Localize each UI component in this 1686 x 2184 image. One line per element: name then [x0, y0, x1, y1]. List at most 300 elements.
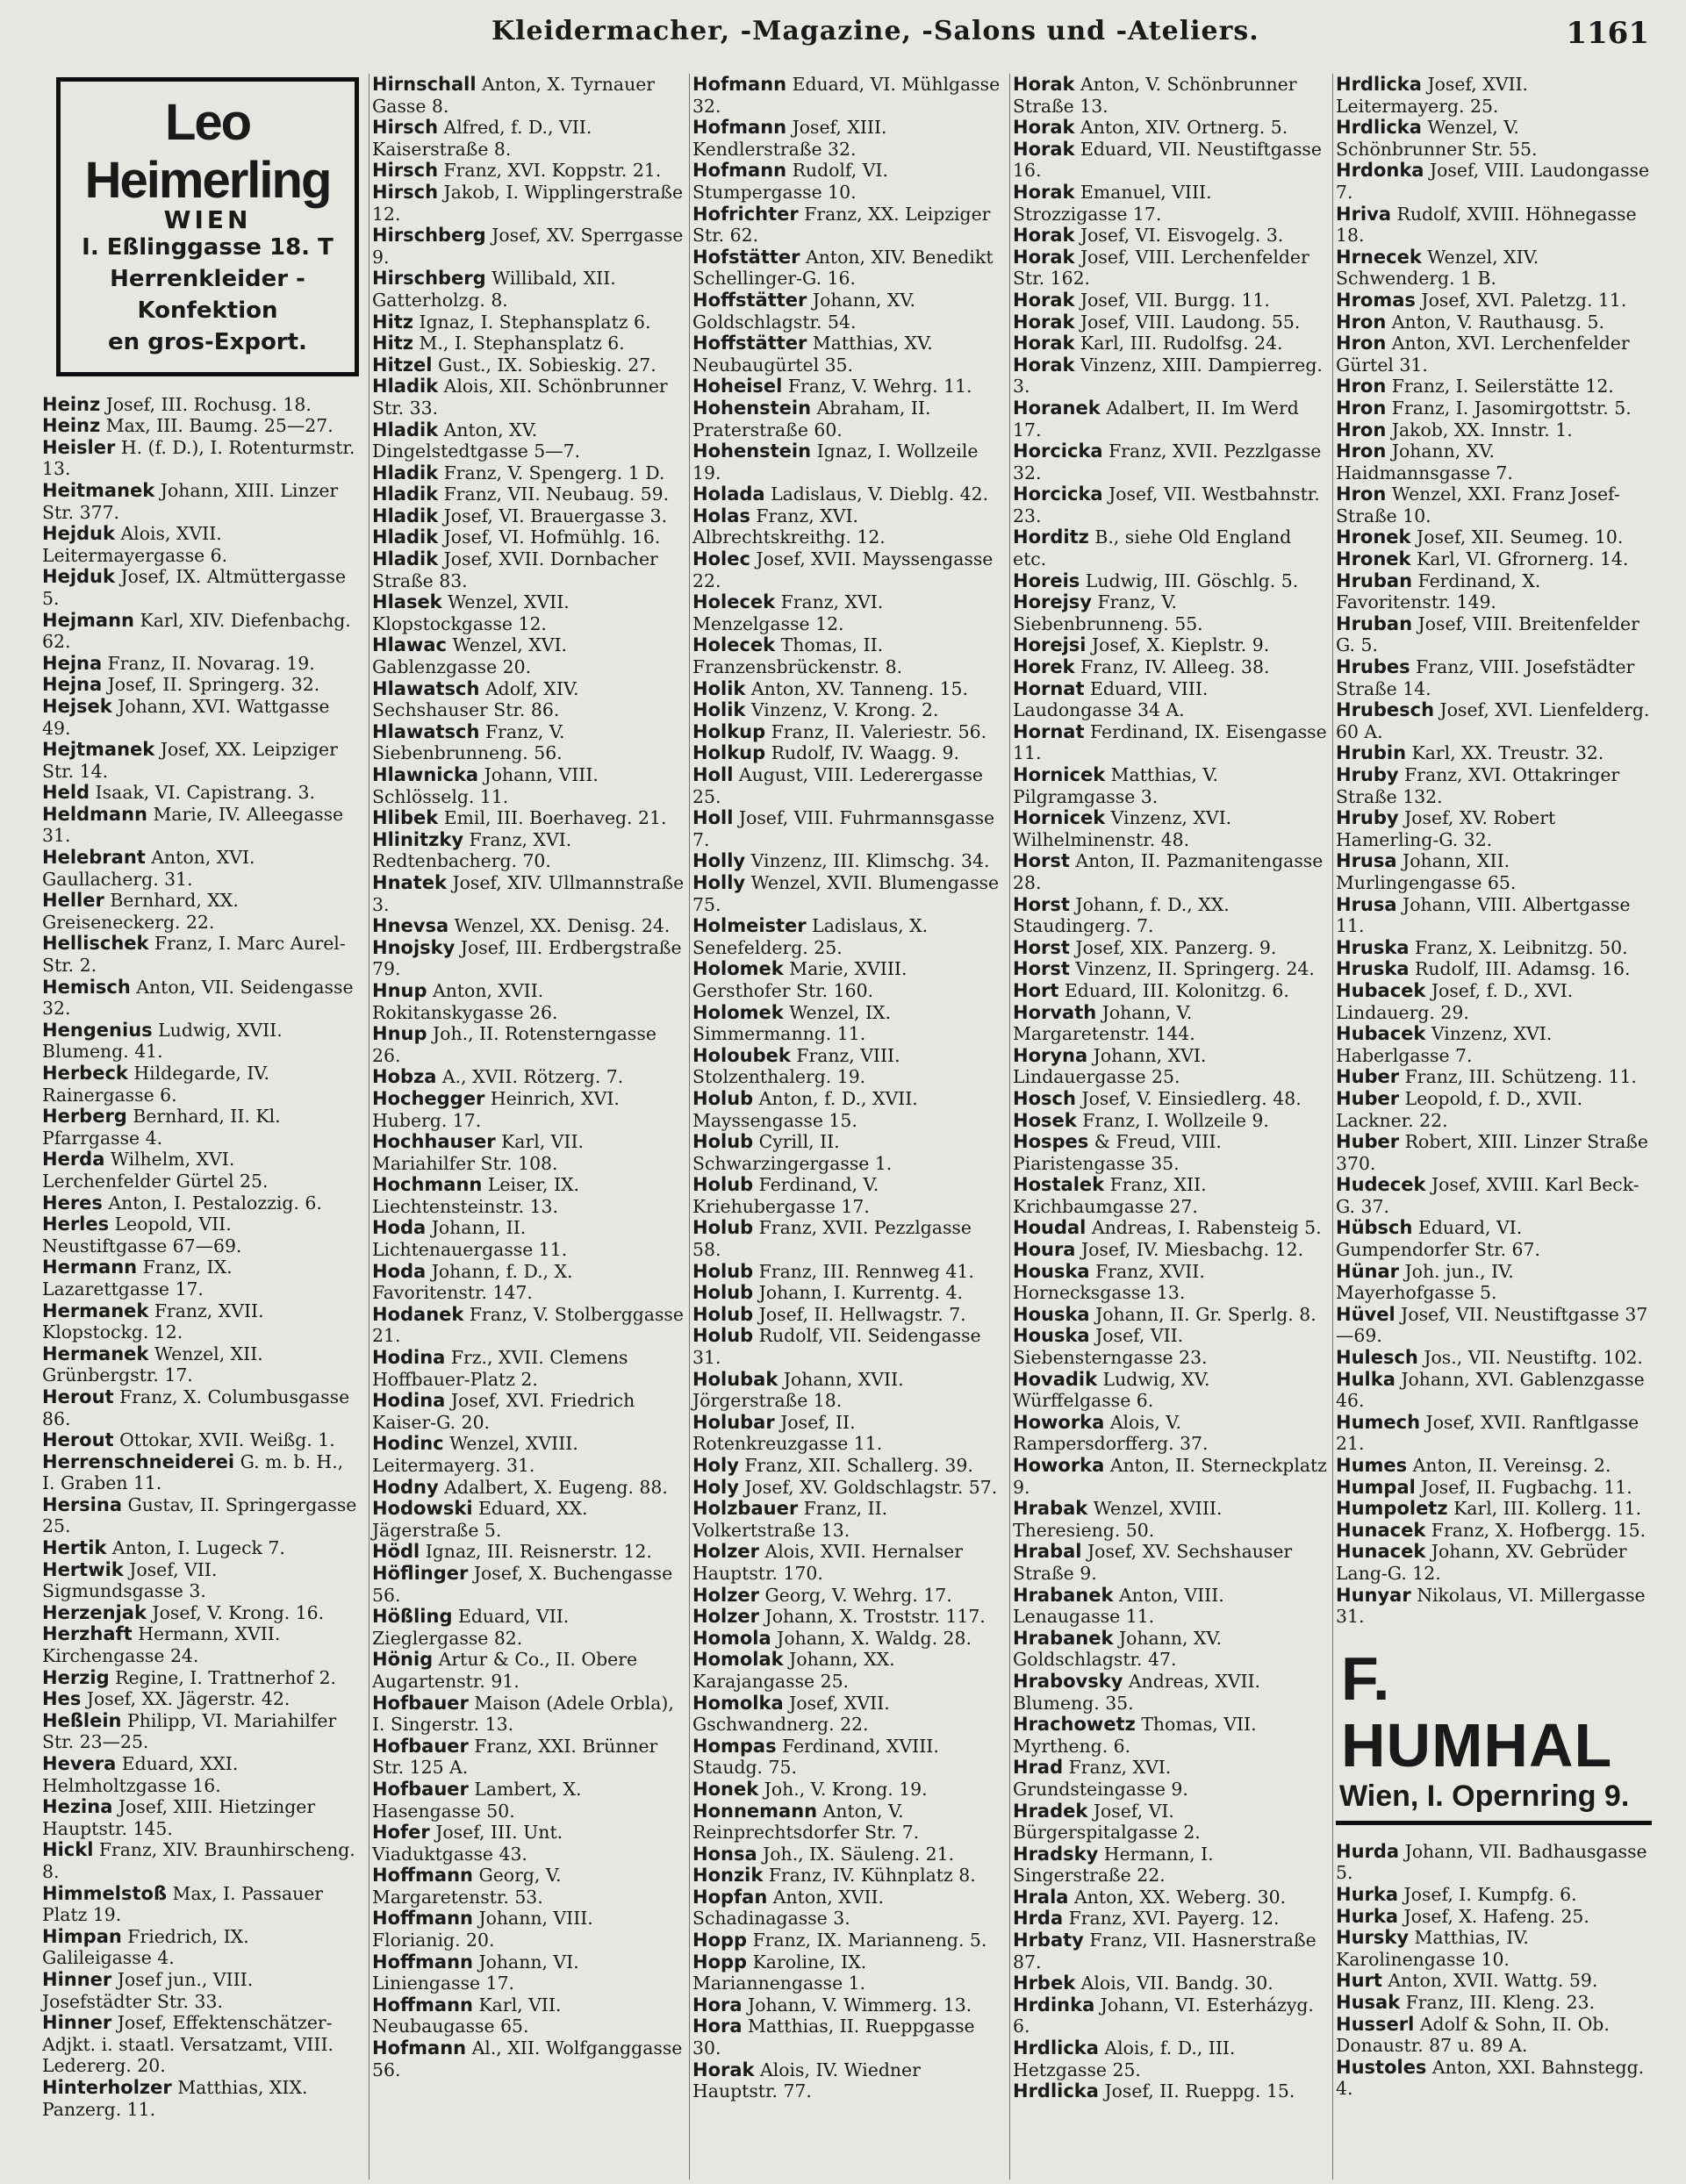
entry-details: Johann, XVI. Wattgasse 49.: [42, 695, 330, 739]
entry-details: Franz, VIII. Stolzenthalerg. 19.: [692, 1044, 900, 1088]
directory-entry: [692, 1994, 1005, 2016]
entry-name: Horak: [1013, 333, 1075, 354]
directory-entry: [1336, 2014, 1652, 2057]
directory-entry: [692, 1606, 1005, 1628]
entry-name: Hüvel: [1336, 1303, 1395, 1325]
entry-details: Josef, II. Rueppg. 15.: [1104, 2080, 1295, 2102]
entry-name: Holik: [692, 677, 746, 699]
directory-entry: [692, 872, 1005, 915]
entry-name: Herout: [42, 1386, 114, 1407]
entry-name: Hopfan: [692, 1886, 768, 1908]
directory-entry: [692, 850, 1005, 872]
entry-name: Hrabak: [1013, 1498, 1088, 1520]
entry-name: Hovadik: [1013, 1368, 1098, 1390]
directory-entry: [372, 1498, 685, 1541]
entry-details: Johann, II. Lichtenauergasse 11.: [372, 1217, 568, 1261]
entry-name: Himmelstoß: [42, 1882, 168, 1904]
entry-details: Franz, XVII. Hornecksgasse 13.: [1013, 1260, 1205, 1304]
directory-entry: [42, 1753, 358, 1796]
entry-name: Herrenschneiderei: [42, 1450, 235, 1472]
entry-details: Franz, XVI. Menzelgasse 12.: [692, 591, 884, 634]
directory-entry: [1013, 1671, 1327, 1714]
entry-name: Hitz: [372, 311, 414, 333]
directory-entry: [1013, 247, 1327, 290]
entry-name: Heldmann: [42, 803, 148, 825]
entry-details: Gustav, II. Springergasse 25.: [42, 1493, 357, 1537]
directory-entry: [1336, 483, 1652, 526]
entry-details: Josef, XV. Robert Hamerling-G. 32.: [1336, 807, 1556, 850]
directory-entry: [692, 1649, 1005, 1692]
entry-name: Hosek: [1013, 1109, 1077, 1131]
entry-details: Bernhard, XX. Greiseneckerg. 22.: [42, 890, 239, 933]
entry-name: Hönig: [372, 1649, 434, 1671]
entry-details: Anton, XVII. Wattg. 59.: [1388, 1970, 1598, 1992]
directory-entry: [42, 1839, 358, 1882]
entry-name: Hochmann: [372, 1174, 483, 1196]
entry-details: Regine, I. Trattnerhof 2.: [115, 1666, 337, 1688]
directory-entry: [42, 1537, 358, 1559]
entry-name: Hrbek: [1013, 1973, 1076, 1994]
directory-entry: [1013, 2037, 1327, 2080]
entry-details: Wenzel, XX. Denisg. 24.: [454, 915, 671, 937]
entry-details: Eduard, VI. Gumpendorfer Str. 67.: [1336, 1217, 1540, 1261]
directory-entry: [42, 1710, 358, 1753]
directory-entry: [1336, 980, 1652, 1023]
entry-name: Hurka: [1336, 1905, 1399, 1927]
entry-details: Wenzel, XVI. Gablenzgasse 20.: [372, 634, 568, 678]
directory-entry: [692, 247, 1005, 290]
directory-entry: [1013, 1412, 1327, 1455]
directory-entry: [1013, 1369, 1327, 1412]
entry-details: Josef, XV. Sperrgasse 9.: [372, 225, 684, 268]
directory-entry: [1336, 850, 1652, 893]
entry-name: Hlawatsch: [372, 720, 480, 742]
entry-name: Hruska: [1336, 936, 1410, 958]
entry-details: Franz, V. Siebenbrunneng. 55.: [1013, 591, 1203, 634]
directory-entry: [1013, 397, 1327, 440]
entry-name: Heres: [42, 1192, 103, 1214]
entry-name: Hoffstätter: [692, 333, 807, 354]
directory-entry: [42, 1149, 358, 1192]
entry-details: Josef, XX. Leipziger Str. 14.: [42, 739, 338, 782]
directory-entry: [1336, 699, 1652, 742]
entry-details: Robert, XIII. Linzer Straße 370.: [1336, 1131, 1648, 1174]
entry-name: Hladik: [372, 376, 439, 397]
directory-entry: [372, 1390, 685, 1433]
entry-name: Heisler: [42, 436, 116, 458]
entry-details: Ferdinand, X. Favoritenstr. 149.: [1336, 569, 1541, 613]
entry-details: Anton, VII. Seidengasse 32.: [42, 976, 354, 1020]
entry-name: Hertwik: [42, 1558, 124, 1580]
entry-details: Franz, V. Stolberggasse 21.: [372, 1303, 684, 1347]
entry-details: Franz, II. Valeriestr. 56.: [771, 720, 987, 742]
entry-name: Horst: [1013, 958, 1070, 980]
entry-details: Eduard, VII. Zieglergasse 82.: [372, 1606, 570, 1649]
directory-entry: [1013, 290, 1327, 311]
entry-name: Hersina: [42, 1493, 122, 1515]
directory-entry: [1336, 1304, 1652, 1347]
entry-name: Holomek: [692, 1001, 784, 1023]
entry-details: Anton, XVI. Gaullacherg. 31.: [42, 847, 255, 890]
directory-entry: [692, 1131, 1005, 1174]
entry-details: Josef, XV. Goldschlagstr. 57.: [744, 1476, 998, 1498]
entry-details: Franz, III. Rennweg 41.: [758, 1260, 974, 1282]
entry-details: Josef, VIII. Laudong. 55.: [1080, 311, 1301, 333]
entry-details: Eduard, XX. Jägerstraße 5.: [372, 1498, 588, 1541]
directory-entry: [1013, 1541, 1327, 1584]
entry-details: Josef, I. Kumpfg. 6.: [1403, 1883, 1577, 1905]
directory-entry: [1013, 333, 1327, 354]
entry-details: Johann, XV. Goldschlagstr. 54.: [692, 289, 916, 333]
directory-entry: [1013, 1045, 1327, 1088]
directory-entry: [1336, 1131, 1652, 1174]
entry-name: Honnemann: [692, 1800, 818, 1822]
entry-details: Lambert, X. Hasengasse 50.: [372, 1778, 582, 1822]
entry-details: Josef, XVII. Mayssengasse 22.: [692, 548, 994, 591]
entry-name: Horak: [1013, 117, 1075, 139]
entry-name: Horejsy: [1013, 591, 1092, 613]
directory-entry: [1013, 1304, 1327, 1326]
entry-details: Leopold, f. D., XVII. Lackner. 22.: [1336, 1087, 1583, 1131]
entry-details: Vinzenz, XVI. Haberlgasse 7.: [1336, 1023, 1553, 1066]
directory-entry: [42, 1386, 358, 1429]
entry-name: Hradsky: [1013, 1843, 1099, 1865]
directory-entry: [42, 1623, 358, 1666]
advertisement-humhal: [1336, 1645, 1652, 1825]
entry-name: Hochhauser: [372, 1131, 496, 1153]
entry-name: Hobza: [372, 1066, 437, 1088]
entry-details: Bernhard, II. Kl. Pfarrgasse 4.: [42, 1106, 281, 1149]
entry-details: Franz, XVI. Albrechtskreithg. 12.: [692, 505, 886, 548]
directory-entry: [692, 1325, 1005, 1368]
entry-details: Franz, XVI. Payerg. 12.: [1068, 1908, 1280, 1930]
ad-address: Wien, I. Opernring 9.: [1336, 1779, 1652, 1825]
directory-column-5: [1336, 74, 1652, 2100]
directory-column-3: [692, 74, 1005, 2102]
entry-details: Franz, II. Novarag. 19.: [107, 652, 315, 674]
entry-details: Wenzel, XIV. Schwenderg. 1 B.: [1336, 246, 1539, 290]
directory-entry: [1013, 117, 1327, 139]
column-divider: [689, 74, 690, 2180]
ad-city: WIEN: [163, 205, 252, 234]
entry-name: Hladik: [372, 526, 439, 548]
entry-name: Holec: [692, 548, 750, 570]
entry-name: Hrala: [1013, 1886, 1069, 1908]
entry-name: Hirnschall: [372, 74, 477, 95]
entry-details: Johann, II. Gr. Sperlg. 8.: [1095, 1303, 1317, 1325]
entry-details: Josef, VIII. Lerchenfelder Str. 162.: [1013, 246, 1309, 290]
directory-entry: [1336, 1585, 1652, 1628]
directory-entry: [1013, 139, 1327, 182]
directory-entry: [42, 653, 358, 675]
directory-entry: [42, 1192, 358, 1214]
entry-details: Josef, VIII. Fuhrmannsgasse 7.: [692, 807, 995, 850]
entry-details: Josef, VI. Eisvogelg. 3.: [1080, 225, 1284, 247]
entry-name: Huber: [1336, 1066, 1400, 1088]
entry-details: August, VIII. Lederergasse 25.: [692, 764, 983, 807]
entry-details: Josef, II. Rotenkreuzgasse 11.: [692, 1411, 883, 1455]
directory-entry: [372, 1174, 685, 1217]
directory-entry: [42, 1494, 358, 1537]
directory-entry: [42, 1559, 358, 1602]
entry-details: A., XVII. Rötzerg. 7.: [441, 1066, 624, 1088]
entry-details: Ludwig, XV. Würffelgasse 6.: [1013, 1368, 1210, 1412]
ad-line: Herrenkleider - Konfektion: [110, 265, 305, 324]
entry-details: Abraham, II. Praterstraße 60.: [692, 397, 931, 440]
entry-details: Johann, XV. Haidmannsgasse 7.: [1336, 440, 1513, 483]
entry-details: Ottokar, XVII. Weißg. 1.: [119, 1429, 335, 1451]
directory-entry: [1336, 894, 1652, 937]
entry-name: Hladik: [372, 505, 439, 526]
entry-name: Hursky: [1336, 1927, 1410, 1949]
entry-details: Vinzenz, II. Springerg. 24.: [1075, 958, 1315, 980]
entry-details: Franz, I. Wollzeile 9.: [1082, 1109, 1269, 1131]
directory-entry: [692, 1498, 1005, 1541]
directory-entry: [372, 74, 685, 117]
entry-name: Huber: [1336, 1087, 1400, 1109]
directory-entry: [1336, 742, 1652, 764]
directory-entry: [1336, 204, 1652, 247]
entry-details: Franz, X. Hofbergg. 15.: [1431, 1519, 1647, 1541]
entry-details: Franz, XX. Leipziger Str. 62.: [692, 203, 991, 247]
directory-entry: [1013, 980, 1327, 1002]
directory-entry: [372, 1131, 685, 1174]
entry-name: Horak: [1013, 138, 1075, 160]
entry-name: Herda: [42, 1149, 105, 1171]
directory-entry: [1013, 74, 1327, 117]
entry-details: Karl, III. Rudolfsg. 24.: [1080, 333, 1283, 354]
entry-name: Hejtmanek: [42, 739, 155, 761]
entry-details: Wenzel, IX. Simmermanng. 11.: [692, 1001, 892, 1045]
entry-name: Holly: [692, 850, 746, 872]
entry-name: Hofmann: [372, 2037, 467, 2059]
entry-name: Heinz: [42, 415, 101, 437]
entry-name: Hubacek: [1336, 1023, 1426, 1045]
entry-details: Ludwig, XVII. Blumeng. 41.: [42, 1019, 283, 1063]
entry-name: Hunacek: [1336, 1541, 1426, 1563]
entry-details: Jakob, XX. Innstr. 1.: [1391, 419, 1573, 440]
entry-name: Hron: [1336, 483, 1387, 505]
entry-details: Isaak, VI. Capistrang. 3.: [95, 782, 315, 804]
entry-details: & Freud, VIII. Piaristengasse 35.: [1013, 1131, 1222, 1174]
entry-details: Adolf, XIV. Sechshauser Str. 86.: [372, 677, 579, 721]
entry-details: Josef, VI. Bürgerspitalgasse 2.: [1013, 1800, 1201, 1844]
entry-name: Horak: [1013, 74, 1075, 95]
directory-entry: [1336, 1412, 1652, 1455]
directory-entry: [1336, 1498, 1652, 1520]
directory-entry: [692, 1951, 1005, 1994]
entry-name: Hulesch: [1336, 1347, 1418, 1369]
entry-details: Josef, VI. Brauergasse 3.: [443, 505, 668, 526]
entry-details: Anton, XVII. Schadinagasse 3.: [692, 1886, 885, 1930]
entry-details: Josef, XVIII. Karl Beck-G. 37.: [1336, 1174, 1639, 1217]
directory-entry: [42, 1106, 358, 1149]
entry-details: Johann, VIII. Florianig. 20.: [372, 1908, 593, 1951]
entry-details: Anton, VIII. Lenaugasse 11.: [1013, 1584, 1224, 1628]
entry-details: Josef, XX. Jägerstr. 42.: [86, 1688, 291, 1710]
entry-details: Josef, XVI. Lienfelderg. 60 A.: [1336, 699, 1650, 742]
entry-details: Franz, V. Siebenbrunneng. 56.: [372, 720, 565, 764]
entry-details: Jakob, I. Wipplingerstraße 12.: [372, 181, 684, 225]
entry-details: Anton, XX. Weberg. 30.: [1073, 1886, 1287, 1908]
entry-details: Adolf & Sohn, II. Ob. Donaustr. 87 u. 89 A.: [1336, 2013, 1610, 2057]
entry-name: Hlawnicka: [372, 764, 479, 785]
entry-name: Hompas: [692, 1735, 777, 1757]
entry-name: Hoffstätter: [692, 289, 807, 311]
entry-name: Hornicek: [1013, 807, 1106, 829]
entry-name: Hruban: [1336, 569, 1413, 591]
entry-details: Johann, VIII. Albertgasse 11.: [1336, 893, 1631, 937]
entry-details: Josef, VII. Sigmundsgasse 3.: [42, 1558, 218, 1602]
entry-details: Ludwig, III. Göschlg. 5.: [1085, 569, 1299, 591]
entry-details: Karl, XX. Treustr. 32.: [1411, 742, 1604, 764]
directory-entry: [692, 634, 1005, 677]
directory-entry: [692, 1801, 1005, 1844]
entry-name: Hron: [1336, 333, 1387, 354]
entry-details: Johann, V. Wimmerg. 13.: [748, 1994, 972, 2016]
entry-name: Homola: [692, 1627, 771, 1649]
directory-entry: [42, 933, 358, 976]
directory-entry: [372, 591, 685, 634]
entry-details: Josef, VI. Hofmühlg. 16.: [443, 526, 661, 548]
entry-details: Alois, f. D., III. Hetzgasse 25.: [1013, 2037, 1236, 2080]
directory-entry: [372, 1908, 685, 1951]
directory-entry: [1013, 894, 1327, 937]
entry-name: Hirsch: [372, 160, 439, 182]
directory-entry: [692, 483, 1005, 505]
directory-entry: [1336, 1369, 1652, 1412]
entry-name: Hodny: [372, 1476, 439, 1498]
entry-details: Franz, IX. Lazarettgasse 17.: [42, 1257, 233, 1300]
directory-entry: [372, 1433, 685, 1476]
entry-name: Holubar: [692, 1411, 775, 1433]
entry-details: Josef, VIII. Breitenfelder G. 5.: [1336, 612, 1639, 656]
entry-details: Anton, XXI. Bahnstegg. 4.: [1336, 2056, 1645, 2100]
entry-details: Anton, II. Pazmanitengasse 28.: [1013, 850, 1324, 893]
entry-details: Eduard, XXI. Helmholtzgasse 16.: [42, 1753, 239, 1796]
directory-entry: [42, 394, 358, 416]
directory-entry: [42, 415, 358, 437]
entry-name: Hinterholzer: [42, 2076, 172, 2098]
entry-details: Franz, XVI. Ottakringer Straße 132.: [1336, 764, 1620, 807]
entry-name: Hruban: [1336, 612, 1413, 634]
directory-entry: [1013, 764, 1327, 807]
entry-name: Holas: [692, 505, 750, 526]
entry-details: Willibald, XII. Gatterholzg. 8.: [372, 268, 616, 311]
directory-entry: [1013, 1757, 1327, 1800]
directory-entry: [692, 160, 1005, 203]
directory-entry: [42, 782, 358, 804]
entry-name: Hofmann: [692, 74, 787, 95]
directory-entry: [692, 807, 1005, 850]
directory-entry: [42, 1257, 358, 1300]
entry-name: Horak: [1013, 225, 1075, 247]
directory-entry: [692, 958, 1005, 1001]
directory-entry: [692, 915, 1005, 958]
entry-details: Leiser, IX. Liechtensteinstr. 13.: [372, 1174, 580, 1217]
entry-details: Josef, IX. Altmüttergasse 5.: [42, 566, 347, 609]
entry-details: Anton, V. Rauthausg. 5.: [1391, 311, 1605, 333]
entry-name: Horeis: [1013, 569, 1080, 591]
entry-name: Hruby: [1336, 764, 1399, 785]
entry-name: Horst: [1013, 850, 1070, 872]
directory-entry: [42, 804, 358, 847]
entry-name: Hostalek: [1013, 1174, 1105, 1196]
entry-name: Hunacek: [1336, 1519, 1426, 1541]
directory-entry: [372, 1865, 685, 1908]
entry-details: Josef jun., VIII. Josefstädter Str. 33.: [42, 1968, 254, 2012]
entry-details: Johann, XIII. Linzer Str. 377.: [42, 479, 339, 523]
entry-details: Josef, XIII. Kendlerstraße 32.: [692, 117, 887, 160]
entry-name: Horcicka: [1013, 483, 1103, 505]
directory-entry: [1336, 311, 1652, 333]
directory-entry: [1336, 1884, 1652, 1906]
entry-details: Wenzel, XVII. Blumengasse 75.: [692, 871, 1000, 915]
directory-entry: [1336, 74, 1652, 117]
entry-details: Al., XII. Wolfganggasse 56.: [372, 2037, 683, 2080]
entry-name: Hermann: [42, 1257, 138, 1278]
entry-details: Josef, XVII. Leitermayerg. 25.: [1336, 74, 1529, 117]
entry-details: Anton, V. Reinprechtsdorfer Str. 7.: [692, 1800, 920, 1844]
directory-entry: [1336, 440, 1652, 483]
entry-name: Holub: [692, 1217, 754, 1239]
directory-entry: [692, 1217, 1005, 1260]
entry-name: Holzer: [692, 1541, 760, 1563]
entry-details: Anton, II. Sterneckplatz 9.: [1013, 1455, 1327, 1498]
entry-name: Hodowski: [372, 1498, 473, 1520]
directory-entry: [692, 591, 1005, 634]
entry-details: Rudolf, IV. Waagg. 9.: [771, 742, 959, 764]
entry-name: Hurt: [1336, 1970, 1382, 1992]
entry-name: Hosch: [1013, 1087, 1076, 1109]
directory-entry: [42, 1602, 358, 1624]
entry-details: Franz, III. Schützeng. 11.: [1404, 1066, 1637, 1088]
page-title: Kleidermacher, -Magazine, -Salons und -Ateliers.: [491, 16, 1259, 47]
entry-details: Johann, VII. Badhausgasse 5.: [1336, 1840, 1647, 1884]
entry-name: Holmeister: [692, 915, 807, 937]
entry-details: Anton, XVI. Lerchenfelder Gürtel 31.: [1336, 333, 1630, 376]
entry-name: Holecek: [692, 634, 776, 656]
directory-entry: [42, 696, 358, 739]
entry-name: Horanek: [1013, 397, 1101, 419]
entry-details: Franz, XIV. Braunhirscheng. 8.: [42, 1839, 355, 1882]
entry-details: Josef, f. D., XVI. Lindauerg. 29.: [1336, 979, 1574, 1023]
directory-entry: [692, 1261, 1005, 1283]
entry-name: Herles: [42, 1214, 110, 1235]
entry-details: Johann, X. Waldg. 28.: [777, 1627, 972, 1649]
entry-name: Hodina: [372, 1347, 446, 1369]
directory-entry: [1336, 548, 1652, 570]
entry-details: Josef, II. Hellwagstr. 7.: [758, 1303, 966, 1325]
entry-details: Emanuel, VIII. Strozzigasse 17.: [1013, 181, 1212, 225]
directory-entry: [692, 1779, 1005, 1801]
entry-details: Franz, V. Wehrg. 11.: [787, 376, 972, 397]
directory-entry: [372, 764, 685, 807]
directory-entry: [372, 311, 685, 333]
directory-entry: [42, 1214, 358, 1257]
entry-details: Josef, V. Krong. 16.: [152, 1601, 325, 1623]
entry-name: Hrnecek: [1336, 246, 1422, 268]
directory-entry: [42, 1688, 358, 1710]
entry-name: Holub: [692, 1260, 754, 1282]
directory-entry: [692, 1412, 1005, 1455]
entry-details: Johann, I. Kurrentg. 4.: [758, 1282, 963, 1304]
entry-name: Herzhaft: [42, 1623, 133, 1645]
entry-details: Ignaz, I. Stephansplatz 6.: [419, 311, 651, 333]
entry-name: Held: [42, 782, 90, 804]
directory-entry: [42, 1020, 358, 1063]
entry-details: Josef, VII. Burgg. 11.: [1080, 289, 1270, 311]
